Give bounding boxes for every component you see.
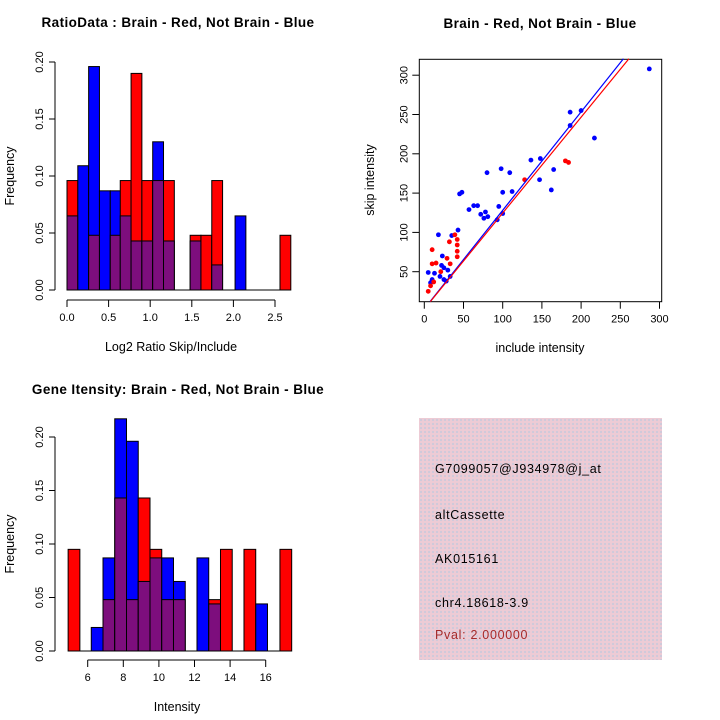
svg-text:250: 250	[611, 313, 630, 326]
ratio-histogram	[0, 0, 360, 360]
accession-text: AK015161	[435, 552, 499, 566]
event-info-panel	[419, 418, 662, 660]
svg-text:2.0: 2.0	[225, 312, 242, 324]
svg-text:1.5: 1.5	[184, 312, 200, 324]
svg-text:2.5: 2.5	[267, 312, 283, 324]
svg-text:0.00: 0.00	[34, 279, 46, 301]
svg-text:150: 150	[398, 183, 411, 203]
svg-text:250: 250	[398, 105, 411, 124]
scatter-xlabel: include intensity	[495, 341, 585, 355]
svg-text:0.10: 0.10	[34, 533, 46, 555]
gene-hist-title: Gene Itensity: Brain - Red, Not Brain - Blue	[31, 382, 325, 397]
svg-text:0.05: 0.05	[34, 222, 46, 244]
gene-hist-ylabel: Frequency	[3, 514, 17, 574]
gene-intensity-histogram	[0, 360, 360, 720]
svg-text:0.20: 0.20	[34, 426, 46, 448]
svg-text:0: 0	[421, 313, 428, 326]
svg-text:0.5: 0.5	[100, 312, 117, 324]
svg-text:200: 200	[398, 144, 411, 163]
event-type-text: altCassette	[435, 508, 506, 522]
svg-text:8: 8	[120, 672, 127, 684]
svg-text:0.15: 0.15	[34, 108, 46, 130]
svg-text:12: 12	[188, 672, 201, 684]
ratio-hist-title: RatioData : Brain - Red, Not Brain - Blue	[41, 15, 315, 30]
svg-text:0.10: 0.10	[34, 165, 46, 187]
svg-text:0.0: 0.0	[59, 312, 75, 324]
svg-text:50: 50	[398, 265, 411, 278]
scatter-title: Brain - Red, Not Brain - Blue	[443, 16, 637, 31]
svg-text:0.15: 0.15	[34, 479, 46, 502]
svg-text:0.00: 0.00	[34, 640, 46, 662]
probe-id-text: G7099057@J934978@j_at	[435, 462, 602, 476]
svg-text:300: 300	[650, 313, 669, 326]
svg-text:300: 300	[398, 66, 411, 85]
svg-text:200: 200	[571, 313, 591, 326]
svg-text:1.0: 1.0	[142, 312, 158, 324]
svg-text:10: 10	[152, 672, 166, 684]
gene-hist-plot-area	[34, 419, 292, 684]
locus-text: chr4.18618-3.9	[435, 596, 529, 610]
svg-text:100: 100	[398, 223, 411, 242]
intensity-scatter-plot	[360, 0, 720, 360]
ratio-hist-ylabel: Frequency	[3, 146, 17, 206]
svg-text:50: 50	[457, 313, 470, 326]
svg-text:6: 6	[84, 672, 91, 684]
svg-text:16: 16	[259, 672, 272, 684]
ratio-hist-plot-area	[34, 51, 291, 324]
gene-hist-xlabel: Intensity	[153, 700, 201, 714]
pval-text: Pval: 2.000000	[435, 628, 529, 642]
ratio-hist-xlabel: Log2 Ratio Skip/Include	[104, 340, 238, 354]
scatter-ylabel: skip intensity	[363, 144, 377, 216]
svg-text:0.05: 0.05	[34, 586, 46, 609]
svg-text:14: 14	[223, 672, 237, 684]
svg-text:100: 100	[493, 313, 512, 326]
svg-text:150: 150	[532, 313, 552, 326]
svg-text:0.20: 0.20	[34, 51, 46, 73]
scatter-plot-area	[398, 59, 668, 326]
